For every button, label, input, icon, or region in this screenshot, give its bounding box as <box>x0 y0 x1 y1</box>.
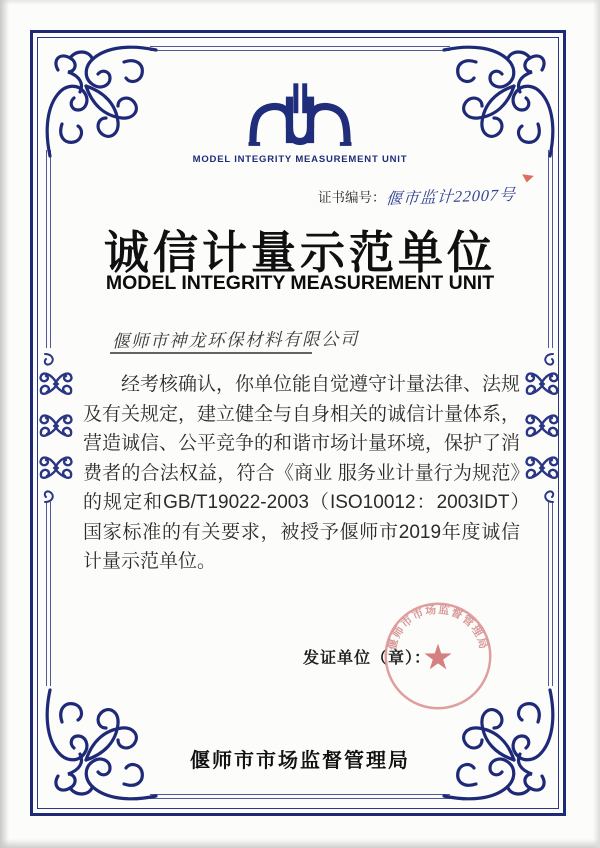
certificate-number <box>318 184 548 207</box>
right-border-curl-bottom <box>542 490 556 504</box>
left-border-curl-bottom <box>42 490 56 504</box>
right-border-butterfly-icon <box>524 408 560 444</box>
right-border-butterfly-icon <box>524 366 560 402</box>
certificate-title-chinese: 诚信计量示范单位 <box>103 228 496 278</box>
frame-right-double-line-lower <box>548 502 553 686</box>
mim-monogram-logo-icon <box>227 80 373 152</box>
logo-caption: MODEL INTEGRITY MEASUREMENT UNIT <box>192 154 408 165</box>
svg-text:偃师市市场监督管理局 <box>385 602 491 652</box>
left-border-butterfly-icon <box>38 450 74 486</box>
left-border-butterfly-icon <box>38 408 74 444</box>
certificate-title-english: MODEL INTEGRITY MEASUREMENT UNIT <box>105 272 495 294</box>
corner-flourish-top-right <box>440 40 560 160</box>
certificate-number-value-handwritten: 偃市监计22007号 <box>384 186 516 209</box>
awardee-underline <box>110 352 312 354</box>
right-border-curl-top <box>542 352 556 366</box>
left-border-curl-top <box>42 352 56 366</box>
seal-ring-text: 偃师市市场监督管理局 <box>386 603 490 652</box>
left-border-butterfly-icon <box>38 366 74 402</box>
frame-bottom-double-line <box>150 794 450 799</box>
right-border-butterfly-icon <box>524 450 560 486</box>
frame-left-double-line-lower <box>46 502 51 686</box>
seal-star-icon <box>424 644 451 670</box>
corner-flourish-top-left <box>40 40 160 160</box>
awardee-name-handwritten: 偃师市神龙环保材料有限公司 <box>111 328 360 352</box>
certificate-number-label: 证书编号： <box>318 190 386 205</box>
certificate-body-paragraph: 经考核确认，你单位能自觉遵守计量法律、法规及有关规定，建立健全与自身相关的诚信计量体系，营造诚信、公平竞争的和谐市场计量环境，保护了消费者的合法权益，符合《商业 服务业计量行为规范》的规定和GB/T19022-2003（ISO10012：2003IDT）国家标准的有关要求，被授予偃师市2019年度诚信计量示范单位。 <box>83 374 521 572</box>
official-red-seal <box>381 599 495 713</box>
frame-top-double-line <box>150 46 450 51</box>
issuing-organization-name: 偃师市市场监督管理局 <box>190 750 410 772</box>
issuer-label: 发证单位（章）： <box>303 650 432 667</box>
